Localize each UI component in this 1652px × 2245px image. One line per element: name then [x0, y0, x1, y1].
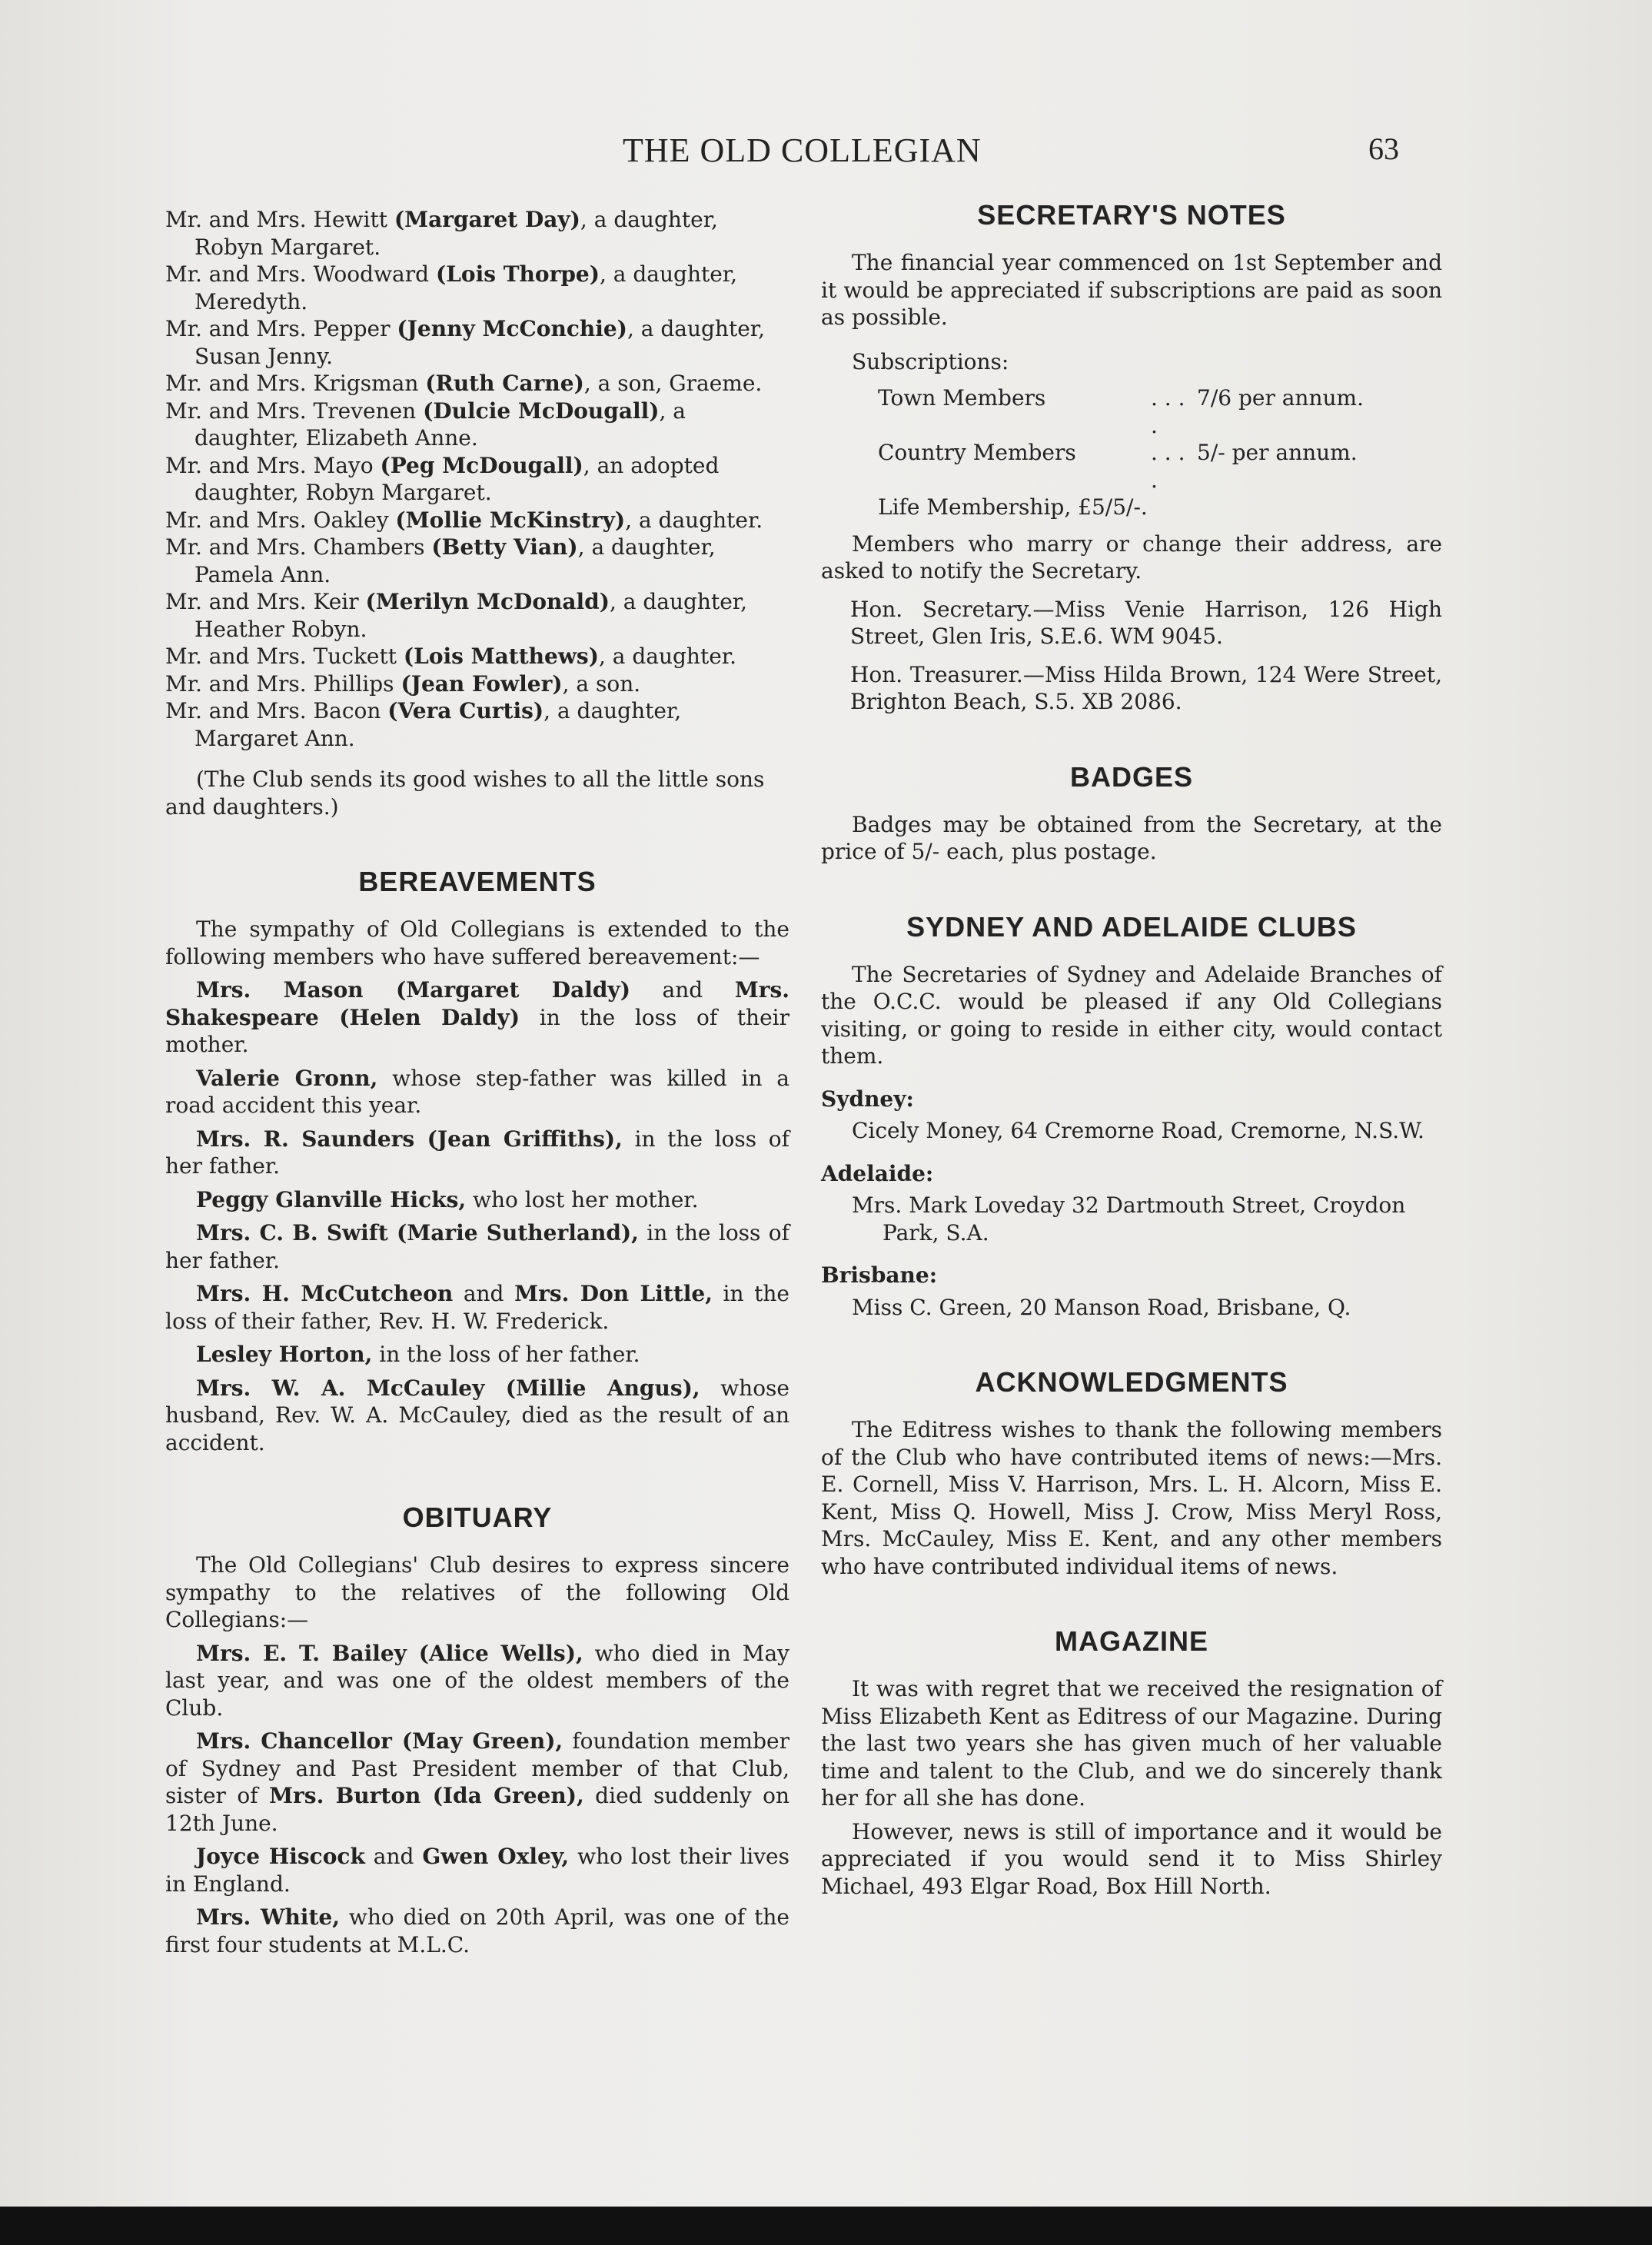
bereavement-entry-name: Mrs. Shakespeare (Helen Daldy) — [165, 977, 790, 1030]
birth-maiden-name: (Vera Curtis) — [387, 698, 544, 723]
birth-maiden-name: (Jean Fowler) — [401, 670, 563, 697]
hon-treasurer: Hon. Treasurer.—Miss Hilda Brown, 124 Were Street, Brighton Beach, S.5. XB 2086. — [850, 661, 1442, 714]
bereavement-entry-text: whose step-father was killed in a road accident this year. — [165, 1065, 789, 1118]
address-note: Members who marry or change their address, are asked to notify the Secretary. — [821, 530, 1442, 584]
birth-entry — [165, 315, 789, 370]
birth-child: , a son. — [562, 670, 641, 697]
birth-parents: Mr. and Mrs. Mayo — [165, 452, 381, 478]
obituary-entry — [165, 1640, 789, 1722]
birth-entry — [165, 697, 789, 752]
birth-entry — [165, 397, 789, 452]
birth-parents: Mr. and Mrs. Oakley — [165, 507, 396, 533]
births-note: (The Club sends its good wishes to all the little sons and daughters.) — [165, 767, 765, 820]
bereavement-entry-text: in the loss of her father. — [165, 1220, 789, 1273]
obituary-entry-text: who lost their lives in England. — [165, 1844, 789, 1897]
sydney-label: Sydney: — [821, 1086, 914, 1112]
adelaide-label: Adelaide: — [821, 1160, 934, 1186]
brisbane-label: Brisbane: — [821, 1262, 938, 1288]
clubs-heading: SYDNEY AND ADELAIDE CLUBS — [906, 910, 1357, 943]
obituary-entry — [165, 1728, 789, 1837]
fees-list — [821, 384, 1442, 521]
obituary-entry — [165, 1904, 789, 1958]
birth-entry — [165, 643, 789, 670]
fee-label: Country Members — [878, 440, 1076, 465]
bereavements-heading: BEREAVEMENTS — [358, 866, 597, 897]
birth-entry — [165, 588, 789, 643]
birth-child: , a daughter, Pamela Ann. — [194, 534, 716, 587]
left-column — [165, 206, 789, 1964]
birth-parents: Mr. and Mrs. Krigsman — [165, 371, 426, 396]
obituary-entry-name: Mrs. Burton (Ida Green), — [269, 1783, 584, 1808]
obituary-entry-name: Mrs. E. T. Bailey (Alice Wells), — [196, 1640, 583, 1666]
bereavement-entry — [165, 1126, 789, 1180]
bereavement-entry-text: who lost her mother. — [466, 1186, 699, 1212]
page-title: THE OLD COLLEGIAN — [623, 131, 982, 169]
bereavement-entry — [165, 1341, 789, 1369]
obituary-entry-text: who died in May last year, and was one of the oldest members of the Club. — [165, 1640, 789, 1721]
obituary-entry-text: who died on 20th April, was one of the first four students at M.L.C. — [165, 1904, 789, 1957]
fee-label: Life Membership, £5/5/-. — [878, 494, 1148, 520]
birth-child: , an adopted daughter, Robyn Margaret. — [194, 452, 720, 505]
obituary-entry-name: Mrs. Chancellor (May Green), — [196, 1728, 563, 1754]
birth-parents: Mr. and Mrs. Tuckett — [165, 644, 404, 669]
birth-entry — [165, 534, 789, 588]
birth-parents: Mr. and Mrs. Chambers — [165, 534, 432, 560]
obituary-entry-text: foundation member of Sydney and Past President member of that Club, sister of — [165, 1728, 789, 1808]
bereavement-entry — [165, 1065, 789, 1119]
scan-bottom-edge — [0, 2207, 1652, 2245]
hon-secretary: Hon. Secretary.—Miss Venie Harrison, 126 High Street, Glen Iris, S.E.6. WM 9045. — [850, 596, 1442, 649]
bereavement-entry — [165, 1186, 789, 1214]
bereavement-entry-name: Mrs. Mason (Margaret Daldy) — [196, 977, 630, 1003]
birth-entry — [165, 261, 789, 315]
fee-amount: 7/6 per annum. — [1197, 385, 1364, 411]
obituary-entry-name: Joyce Hiscock — [196, 1844, 365, 1869]
birth-entry — [165, 670, 789, 698]
obituary-entry — [165, 1843, 789, 1897]
fee-dots: . . . . — [1151, 440, 1185, 493]
bereavement-entry-name: Mrs. R. Saunders (Jean Griffiths), — [196, 1126, 623, 1152]
birth-child: , a daughter, Heather Robyn. — [194, 589, 747, 642]
brisbane-address: Miss C. Green, 20 Manson Road, Brisbane, Q. — [852, 1294, 1351, 1320]
fee-row — [878, 439, 1442, 494]
badges-text: Badges may be obtained from the Secretary, at the price of 5/- each, plus postage. — [821, 811, 1442, 864]
birth-maiden-name: (Ruth Carne) — [425, 371, 584, 396]
obituary-heading: OBITUARY — [402, 1502, 553, 1533]
bereavement-entry — [165, 1219, 789, 1274]
birth-parents: Mr. and Mrs. Pepper — [165, 316, 397, 341]
birth-maiden-name: (Margaret Day) — [394, 207, 580, 232]
obituary-intro: The Old Collegians' Club desires to express sincere sympathy to the relatives of the following Old Collegians:— — [165, 1552, 789, 1632]
birth-maiden-name: (Dulcie McDougall) — [423, 397, 660, 424]
birth-maiden-name: (Betty Vian) — [431, 534, 578, 560]
magazine-paragraph-2: However, news is still of importance and it would be appreciated if you would send it to Miss Shirley Michael, 493 Elgar Road, Box Hill North. — [821, 1818, 1442, 1899]
bereavement-entry — [165, 976, 789, 1059]
bereavement-entry-name: Lesley Horton, — [196, 1342, 373, 1367]
obituary-list — [165, 1640, 789, 1959]
birth-child: , a daughter, Meredyth. — [194, 261, 738, 314]
right-column — [821, 198, 1442, 1906]
magazine-heading: MAGAZINE — [1055, 1625, 1208, 1657]
bereavement-entry-text: in the loss of their father, Rev. H. W. Frederick. — [165, 1281, 789, 1334]
birth-maiden-name: (Mollie McKinstry) — [395, 507, 626, 533]
bereavement-entry-name: Mrs. C. B. Swift (Marie Sutherland), — [196, 1220, 639, 1246]
bereavement-entry-text: whose husband, Rev. W. A. McCauley, died as the result of an accident. — [165, 1375, 789, 1455]
birth-parents: Mr. and Mrs. Keir — [165, 589, 366, 614]
bereavement-entry-name: Peggy Glanville Hicks, — [196, 1186, 467, 1212]
bereavement-entry-text: and — [453, 1281, 515, 1306]
birth-maiden-name: (Merilyn McDonald) — [365, 589, 610, 614]
birth-child: , a daughter, Margaret Ann. — [194, 698, 682, 751]
birth-entry — [165, 507, 789, 534]
bereavement-entry-name: Valerie Gronn, — [196, 1065, 378, 1091]
birth-child: , a daughter, Susan Jenny. — [194, 316, 765, 369]
bereavement-entry-text: and — [630, 977, 735, 1003]
bereavements-intro: The sympathy of Old Collegians is extended to the following members who have suffered bereavement:— — [165, 916, 789, 970]
sydney-address: Cicely Money, 64 Cremorne Road, Cremorne, N.S.W. — [852, 1118, 1424, 1143]
birth-maiden-name: (Peg McDougall) — [380, 452, 583, 478]
magazine-paragraph-1: It was with regret that we received the resignation of Miss Elizabeth Kent as Editress of our Magazine. During the last two years she has given much of her valuable time and talent to the Club, and we do sincerely thank her for all she has done. — [821, 1676, 1442, 1811]
birth-parents: Mr. and Mrs. Phillips — [165, 670, 401, 697]
badges-heading: BADGES — [1069, 760, 1194, 793]
birth-child: , a daughter, Elizabeth Anne. — [194, 397, 686, 451]
birth-entry — [165, 370, 789, 397]
secretary-heading: SECRETARY'S NOTES — [977, 199, 1286, 231]
bereavement-entry-name: Mrs. W. A. McCauley (Millie Angus), — [196, 1375, 700, 1401]
fee-label: Town Members — [878, 385, 1046, 411]
bereavement-entry-text: in the loss of her father. — [165, 1126, 789, 1179]
bereavements-list — [165, 976, 789, 1456]
birth-maiden-name: (Lois Thorpe) — [435, 261, 600, 287]
birth-parents: Mr. and Mrs. Bacon — [165, 698, 388, 723]
birth-maiden-name: (Lois Matthews) — [403, 644, 599, 669]
birth-child: , a daughter. — [598, 644, 736, 669]
bereavement-entry-name: Mrs. H. McCutcheon — [196, 1281, 454, 1306]
adelaide-address: Mrs. Mark Loveday 32 Dartmouth Street, Croydon Park, S.A. — [852, 1192, 1406, 1246]
birth-parents: Mr. and Mrs. Woodward — [165, 261, 436, 287]
birth-child: , a daughter, Robyn Margaret. — [194, 207, 718, 260]
page-number: 63 — [1368, 131, 1399, 166]
fee-dots: . . . . — [1151, 385, 1185, 438]
fee-row — [878, 384, 1442, 439]
birth-child: , a son, Graeme. — [583, 371, 763, 396]
obituary-entry-text: died suddenly on 12th June. — [165, 1783, 790, 1836]
birth-parents: Mr. and Mrs. Hewitt — [165, 207, 394, 232]
birth-child: , a daughter. — [625, 507, 763, 533]
obituary-entry-text: and — [364, 1844, 423, 1869]
birth-entry — [165, 206, 789, 261]
fee-row — [878, 494, 1442, 521]
subscriptions-title: Subscriptions: — [852, 348, 1009, 374]
acknowledgments-heading: ACKNOWLEDGMENTS — [975, 1366, 1288, 1398]
bereavement-entry-name: Mrs. Don Little, — [514, 1281, 713, 1306]
clubs-intro: The Secretaries of Sydney and Adelaide Branches of the O.C.C. would be pleased if any Old Collegians visiting, or going to reside in either city, would contact them. — [821, 961, 1442, 1069]
bereavement-entry — [165, 1375, 789, 1457]
birth-maiden-name: (Jenny McConchie) — [397, 316, 627, 341]
bereavement-entry-text: in the loss of their mother. — [165, 1004, 790, 1057]
birth-parents: Mr. and Mrs. Trevenen — [165, 397, 424, 424]
birth-entry — [165, 452, 789, 507]
bereavement-entry-text: in the loss of her father. — [372, 1342, 640, 1367]
births-list — [165, 206, 789, 752]
obituary-entry-name: Mrs. White, — [196, 1904, 340, 1930]
fee-amount: 5/- per annum. — [1197, 440, 1358, 465]
acknowledgments-text: The Editress wishes to thank the following members of the Club who have contributed items of news:—Mrs. E. Cornell, Miss V. Harrison, Mrs. L. H. Alcorn, Miss E. Kent, Miss Q. Howell, Miss J. Crow, Miss Meryl Ross, Mrs. McCauley, Miss E. Kent, and any other members who have contributed individual items of news. — [821, 1417, 1442, 1579]
bereavement-entry — [165, 1280, 789, 1335]
obituary-entry-name: Gwen Oxley, — [422, 1844, 570, 1869]
secretary-intro: The financial year commenced on 1st September and it would be appreciated if subscriptions are paid as soon as possible. — [821, 250, 1442, 330]
